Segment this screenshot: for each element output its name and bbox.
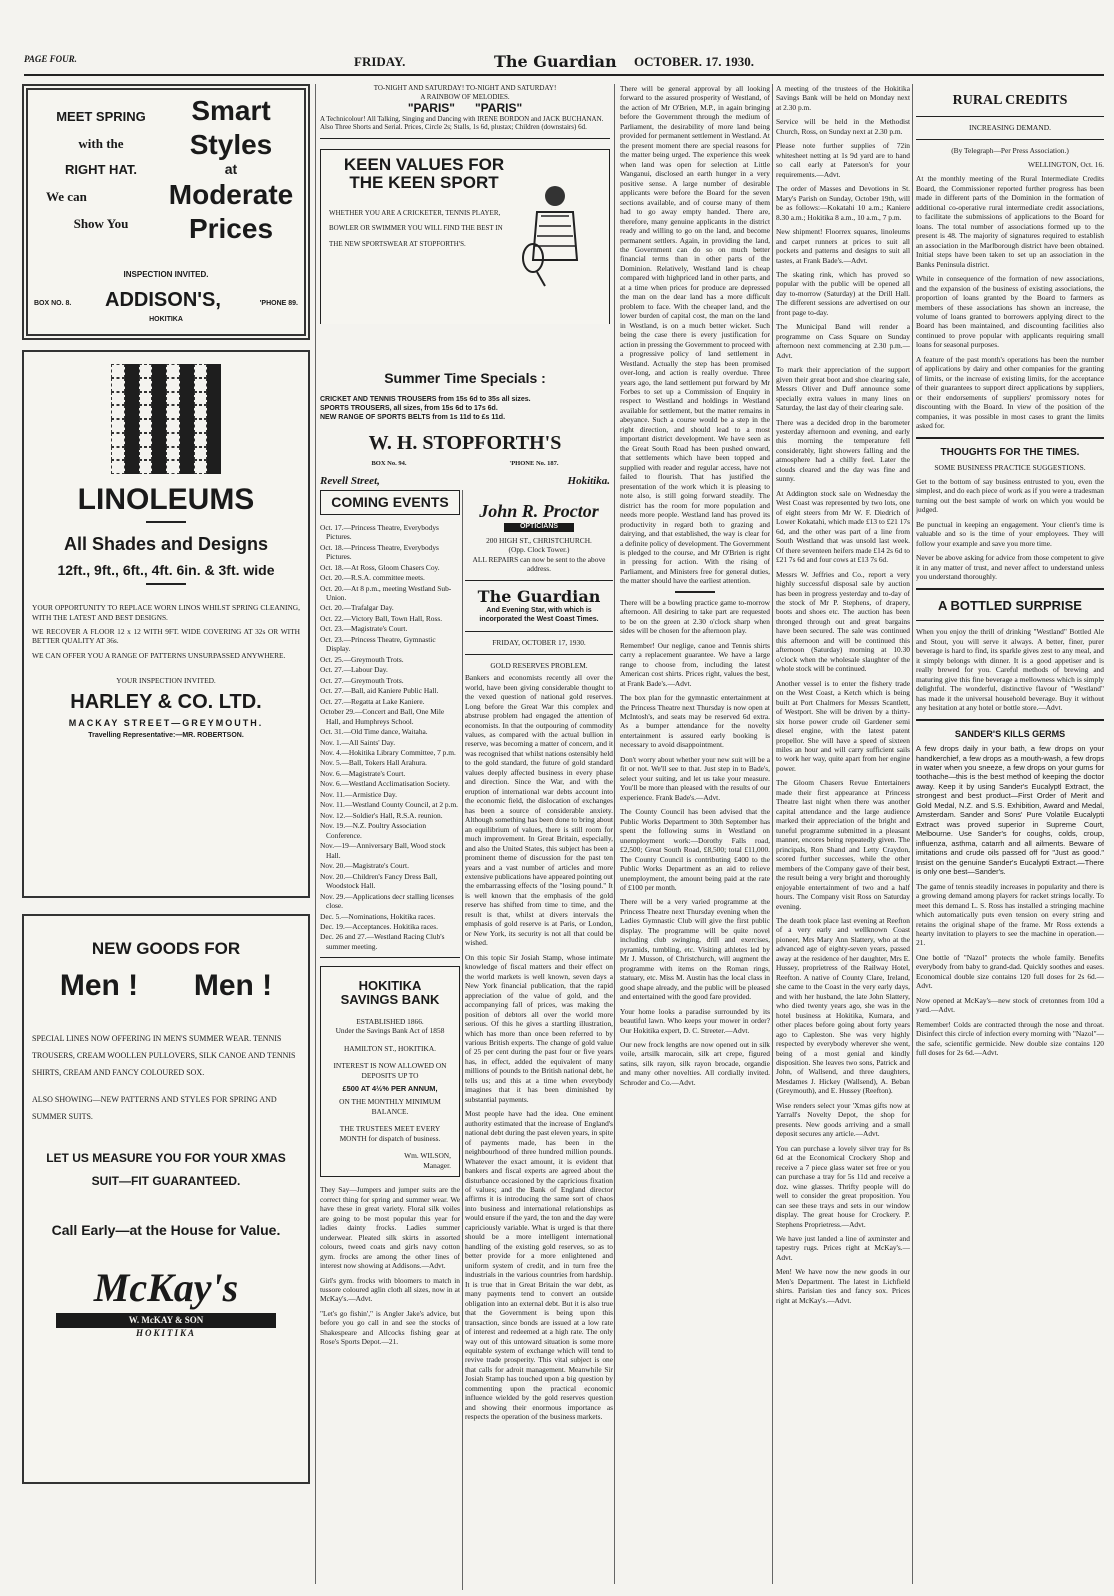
event-item: October 29.—Concert and Ball, One Mile Hall, and Humphreys School. — [320, 707, 445, 726]
bank-trustees: THE TRUSTEES MEET EVERY MONTH for dispatch of business. — [339, 1124, 441, 1143]
addison-name: ADDISON'S, — [105, 289, 221, 311]
bowling-note: There will be a bowling practice game to-morrow afternoon. All desiring to take part are requested to be on the green at 2.30 o'clock sharp when sides will be chosen for the afternoon play. — [620, 597, 770, 636]
bank-t2: SAVINGS BANK — [340, 992, 440, 1008]
methodist-note: Service will be held in the Methodist Church, Ross, on Sunday next at 2.30 p.m. — [776, 117, 910, 136]
addison-r2: Styles — [189, 128, 273, 160]
event-item: Nov. 6.—Westland Acclimatisation Society. — [320, 779, 450, 789]
stopforth-box: BOX No. 94. — [371, 459, 407, 467]
event-item: Nov. 20.—Children's Fancy Dress Ball, Woodstock Hall. — [320, 871, 438, 891]
event-item: Nov. 29.—Applications decr stalling licenses close. — [320, 891, 454, 911]
band-note: The Municipal Band will render a programme on Cass Square on Sunday afternoon next commencing at 2.30 p.m.—Advt. — [776, 322, 910, 360]
event-item: Oct. 27.—Labour Day. — [320, 665, 388, 675]
masthead-date: FRIDAY, OCTOBER 17, 1930. — [492, 638, 586, 648]
rural-sub: INCREASING DEMAND. — [968, 122, 1052, 132]
events-list — [320, 523, 460, 952]
harley-ad — [22, 350, 310, 898]
column-1 — [22, 84, 310, 1492]
stopforth-specials-title: Summer Time Specials : — [384, 370, 546, 386]
event-item: Oct. 17.—Princess Theatre, Everybodys Pictures. — [320, 522, 439, 542]
mckay-logo-town: HOKITIKA — [135, 1328, 196, 1339]
stopforth-s1: CRICKET AND TENNIS TROUSERS from 15s 6d to 35s all sizes. — [320, 395, 531, 403]
mckay-p4: Call Early—at the House for Value. — [51, 1221, 281, 1238]
cretonnes-note: Now opened at McKay's—new stock of cretonnes from 10d a yard.—Advt. — [916, 995, 1104, 1015]
linoleum-pattern-icon — [111, 364, 221, 474]
mckay-h3: Men ! — [193, 968, 273, 1002]
stopforth-town: Hokitika. — [567, 474, 610, 487]
harley-p1: YOUR OPPORTUNITY TO REPLACE WORN LINOS WHILST SPRING CLEANING, WITH THE LATEST AND BEST DESIGNS. — [32, 603, 300, 622]
addison-r1: Smart — [191, 95, 271, 126]
event-item: Dec. 19.—Acceptances. Hokitika races. — [320, 921, 438, 931]
addison-l5: Show You — [73, 215, 129, 231]
note-gym-frocks: Girl's gym. frocks with bloomers to match in tussore coloured aglin cloth all sizes, now in at McKay's.—Advt. — [320, 1275, 460, 1304]
event-item: Oct. 20.—At 8 p.m., meeting Westland Sub-Union. — [320, 583, 452, 602]
paris-stopforth-block — [320, 84, 610, 324]
oliver-duff-note: To mark their appreciation of the support given their great boot and shoe clearing sale, Messrs Oliver and Duff announce some specially extra values in many lines on Saturday, the last day of their clearing sale. — [776, 365, 910, 413]
rural-p1: At the monthly meeting of the Rural Intermediate Credits Board, the Commissioner reported further progress has been made in different parts of the Dominion in the formation of additional co-operative rural intermediate credit associations, to facilitate the submissions of applications to the Board for loans. The total number of associations formed up to the present is 48. The majority of signatures required to establish an association in the Marlborough district have been obtained. Initial steps have been taken to set up an association in the Banks Peninsula district. — [916, 174, 1104, 269]
note-they-say: They Say—Jumpers and jumper suits are the correct thing for spring and summer wear. We have these in great variety. Floral silk voiles are going to be most popular this year for ladies dainty frocks. Ladies summer underwear. Pleated silk skirts in assorted colours, tweed coats and girls navy cotton gym. frocks are among the other lines of interest now showing at Addisons.—Advt. — [320, 1185, 460, 1271]
proctor-logo: John R. Proctor — [479, 501, 599, 521]
proctor-address: 200 HIGH ST., CHRISTCHURCH. — [486, 535, 592, 545]
column-4 — [776, 84, 910, 1584]
silver-tray-note: You can purchase a lovely silver tray for 8s 6d at the Economical Crockery Shop and receive a 7 piece glass water set free or you can purchase a tray for 5s 11d and receive a doz. wine glasses. Thrifty people will do well to consider the great proposition. You can see these trays and sets in our window display. The great house for Crockery. P. Stephens Proprietress.—Advt. — [776, 1143, 910, 1229]
harley-address: MACKAY STREET—GREYMOUTH. — [68, 717, 264, 728]
thoughts-sub: SOME BUSINESS PRACTICE SUGGESTIONS. — [934, 463, 1086, 473]
bank-balance: ON THE MONTHLY MINIMUM BALANCE. — [339, 1097, 441, 1116]
editorial-p1: Bankers and economists recently all over the world, have been giving considerable thought to the vexed question of national gold reserves. Long before the Great War this complex and abstruse problem had engaged the attention of economists. In that the outpouring of commodity values, as compared with the actual bullion in reserve, was becoming a matter of concern, and it was recognised that whilst nations ostensibly held to the gold standard, the future of gold standard values deeply affected business in every phase and direction. Since the War, and with the eruption of international war debts account into the economic field, the dislocation of exchanges has been a source of considerable anxiety. Although something has been done to bring about an equilibrium of values, there is still room for much improvement. In Great Britain, especially, and also the United States, this subject has been a prominent theme of discussion for the past ten years and a vast number of articles and more extensive publications have appeared pointing out the embarrassing effects of the "losing pound." It is well known that the emphasis of the gold reserve has shifted from time to time, and the result is that, whilst at divers intervals the emphasis of gold reserve is at Paris, or London, or New York, its security is not all that could be wished. — [465, 673, 613, 948]
addison-r5: Prices — [188, 212, 274, 244]
mckay-h2: Men ! — [59, 968, 139, 1002]
editorial-title: GOLD RESERVES PROBLEM. — [490, 660, 588, 670]
addison-town: HOKITIKA — [149, 316, 183, 323]
stopforth-heading: KEEN VALUES FOR THE KEEN SPORT — [343, 155, 505, 193]
bank-rate: £500 AT 4½% PER ANNUM, — [342, 1084, 438, 1093]
yarrall-note: Wise renders select your 'Xmas gifts now at Yarrall's Novelty Depot, the shop for presents. New goods arriving and a small deposit secures any article.—Advt. — [776, 1100, 910, 1139]
bank-manager-title: Manager. — [423, 1160, 451, 1170]
stopforth-phone: 'PHONE No. 187. — [509, 459, 559, 467]
mower: Your home looks a paradise surrounded by its beautiful lawn. Who keeps your mower in order? Our Hokitika expert, D. C. Streeter.—Advt. — [620, 1006, 770, 1035]
header-day: FRIDAY. — [354, 54, 406, 69]
bottled-title: A BOTTLED SURPRISE — [938, 597, 1082, 613]
bank-interest: INTEREST IS NOW ALLOWED ON DEPOSITS UP TO — [333, 1061, 447, 1080]
addison-l1: MEET SPRING — [56, 109, 146, 124]
harley-line2: 12ft., 9ft., 6ft., 4ft. 6in. & 3ft. wide — [57, 562, 275, 579]
harley-name: HARLEY & CO. LTD. — [70, 690, 262, 713]
paris-l1: TO-NIGHT AND SATURDAY! TO-NIGHT AND SATURDAY! — [373, 84, 557, 92]
rural-p3: A feature of the past month's operations has been the number of applications by dairy and other companies for the granting of limits, or the increase of existing limits, for the acceptance of their guarantees to support direct applications by suppliers, or their endorsements of suppliers' promissory notes for discounting with the Board. In view of the position of the companies, it was possible in most cases to grant the limits asked for. — [916, 354, 1104, 431]
events-title: COMING EVENTS — [331, 494, 449, 510]
stopforth-ad — [320, 149, 610, 324]
addison-l3: RIGHT HAT. — [65, 162, 137, 178]
addison-inspection: INSPECTION INVITED. — [123, 270, 209, 279]
savings-bank-ad — [320, 966, 460, 1177]
stopforth-name: W. H. STOPFORTH'S — [368, 431, 562, 454]
event-item: Oct. 27.—Ball, aid Kaniere Public Hall. — [320, 686, 439, 696]
harley-p3: WE CAN OFFER YOU A RANGE OF PATTERNS UNSURPASSED ANYWHERE. — [32, 650, 286, 660]
colds-note: Remember! Colds are contracted through the nose and throat. Disinfect this circle of infection every morning with "Nazol"—the safe, scientific germicide. New double size contains 120 full doses for 2s 6d.—Advt. — [916, 1019, 1104, 1058]
addison-l4: We can — [46, 188, 87, 204]
obituary-note: The death took place last evening at Reefton of a very early and wellknown Coast pioneer, Mrs Mary Ann Slattery, who at the advanced age of eighty-seven years, passed away at the residence of her daughter, Mrs E. Hussey, proprietress of the Railway Hotel, Reefton. A native of County Clare, Ireland, she came to the Coast in the very early days, and with her husband, the late John Slattery, who died twenty years ago, she was in the hotel business at Hokitika, Kumara, and other places before going about forty years ago to Capleston. She was very highly respected by everybody wherever she went, being of a most genial and kindly disposition. She leaves two sons, Patrick and John, of Wallsend, and three daughters, Mesdames J. Hickey (Wallsend), A. Beban (Greymouth), and E. Hussey (Reefton). — [776, 915, 910, 1096]
bade-shirts: Remember! Our neglige, canoe and Tennis shirts carry a replacement guarantee. We have a large range to choose from, including the latest American cost shirts. Prices right, values the best, at Frank Bade's.—Advt. — [620, 640, 770, 688]
trustees-note: A meeting of the trustees of the Hokitika Savings Bank will be held on Monday next at 2.30 p.m. — [776, 84, 910, 112]
ketch-note: Another vessel is to enter the fishery trade on the West Coast, a Ketch which is being built at Port Chalmers for Messrs Scantlett, of Westport. She will be driven by a thirty-six horse power crude oil Gardener semi diesel engine, with the latest patent propellor. She will have a speed of sixteen miles an hour and will carry sufficient sails to work her way, quite apart from her engine power. — [776, 678, 910, 773]
event-item: Nov. 6.—Magistrate's Court. — [320, 768, 406, 778]
event-item: Nov. 11.—Armistice Day. — [320, 789, 397, 799]
event-item: Oct. 23.—Princess Theatre, Gymnastic Display. — [320, 634, 436, 654]
harley-title: LINOLEUMS — [77, 483, 255, 516]
sanders-title: SANDER'S KILLS GERMS — [954, 728, 1066, 739]
column-5 — [916, 84, 1104, 1584]
event-item: Nov. 5.—Ball, Tokers Hall Arahura. — [320, 758, 427, 768]
bank-manager: Wm. WILSON, — [404, 1151, 451, 1161]
mckay-logo-firm: W. McKAY & SON — [56, 1313, 276, 1329]
mckay-logo: McKay's — [93, 1264, 239, 1310]
addison-ad — [22, 84, 310, 340]
masthead-sub: And Evening Star, with which is incorporated the West Coast Times. — [479, 607, 599, 624]
rural-byline: (By Telegraph—Per Press Association.) — [951, 145, 1069, 155]
mckay-ad — [22, 914, 310, 1484]
bottled-p1: When you enjoy the thrill of drinking "Westland" Bottled Ale and Stout, you will serve it always. A better, finer, purer beverage is hard to find, its sparkle gives zest to any meal, and it simply belongs with dinner. It is a good appetiser and is really brewed for you. Careful methods of brewing and maturing give this fine beverage a mellowness which is simply delightful. The wonderful, distinctive flavour of "Westland" has made it the universal household beverage. Buy it without any hesitation at any hotel or bottle store.—Advt. — [916, 627, 1104, 713]
event-item: Nov.—19—Anniversary Ball, Wood stock Hall. — [320, 841, 446, 860]
rugs-note: We have just landed a line of axminster and tapestry rugs. Prices right at McKay's.—Advt. — [776, 1233, 910, 1262]
column-2 — [320, 490, 460, 1590]
event-item: Nov. 11.—Westland County Council, at 2 p.m. — [320, 800, 459, 810]
event-item: Oct. 27.—Greymouth Trots. — [320, 675, 404, 685]
stopforth-body: WHETHER YOU ARE A CRICKETER, TENNIS PLAYER, BOWLER OR SWIMMER YOU WILL FIND THE BEST IN THE NEW SPORTSWEAR AT STOPFORTH'S. — [329, 209, 503, 248]
event-item: Nov. 4.—Hokitika Library Committee, 7 p.m. — [320, 748, 456, 757]
weather-note: There was a decided drop in the barometer yesterday afternoon and evening, and early this morning the temperature fell considerably, light showers falling and the atmosphere had a chilly feel. Later the clouds cleared and the day was fine and sunny. — [776, 417, 910, 484]
event-item: Dec. 5.—Nominations, Hokitika races. — [320, 911, 436, 921]
header-date: OCTOBER. 17. 1930. — [634, 54, 755, 69]
mckay-p2: ALSO SHOWING—NEW PATTERNS AND STYLES FOR SPRING AND SUMMER SUITS. — [32, 1094, 277, 1121]
addison-r4: Moderate — [168, 178, 294, 210]
event-item: Oct. 31.—Old Time dance, Waitaha. — [320, 727, 428, 737]
floorrex-note: New shipment! Floorrex squares, linoleums and carpet runners at prices to suit all pockets and patterns and designs to suit all tastes, at Frank Bade's.—Advt. — [776, 227, 910, 265]
page-header — [24, 52, 1104, 76]
bank-address: HAMILTON ST., HOKITIKA. — [343, 1043, 437, 1053]
thoughts-p1: Get to the bottom of say business entrusted to you, even the simplest, and do each piece of work as if you were a tradesman turning out the best sample of work on which you would be judged. — [916, 477, 1104, 515]
paris-l2: A RAINBOW OF MELODIES. — [420, 92, 510, 101]
proctor-repairs: ALL REPAIRS can now be sent to the above address. — [472, 554, 606, 574]
stopforth-s3: NEW RANGE OF SPORTS BELTS from 1s 11d to £s 11d. — [320, 413, 506, 421]
rural-p2: While in consequence of the formation of new associations, and the expansion of the business of existing associations, the proportion of loans granted by the Board to farmers as members of these associations has shown an increase, the volume of loans granted to borrowers applying direct to the Board has been maintained, and discounting facilities also continued to prove popular with applicants requiring small loans for seasonal purposes. — [916, 274, 1104, 350]
addison-phone: 'PHONE 89. — [259, 300, 298, 307]
coming-events-box — [320, 490, 460, 515]
jeffries-note: Messrs W. Jeffries and Co., report a very highly successful disposal sale by auction has been in progress yesterday and to-day of the stock of Mr P. Stephens, of drapery, boots and shoes etc. The auction has been thronged through out and great bargains have been secured. The sale was continued this afternoon and will be continued this afternoon (Saturday) morning at 10.30 o'clock when the wholesale slaughter of the whole stock will be continued. — [776, 569, 910, 674]
addison-box: BOX NO. 8. — [34, 300, 72, 307]
rural-title: RURAL CREDITS — [952, 93, 1068, 108]
proctor-sub: OPTICIANS — [504, 523, 574, 532]
paterson-note: Please note further supplies of 72in whitesheet netting at 1s 9d yard are to hand so call early at Paterson's for your requirements.—Advt. — [776, 141, 910, 179]
mckay-p1: SPECIAL LINES NOW OFFERING IN MEN'S SUMMER WEAR. TENNIS TROUSERS, CREAM WOOLLEN PULLOVERS, SILK CANOE AND TENNIS SHIRTS, CREAM AND FANCY COLOURED SOX. — [32, 1034, 296, 1077]
event-item: Nov. 12.—Soldier's Hall, R.S.A. reunion. — [320, 810, 443, 820]
addison-r3: at — [224, 161, 238, 178]
masses-note: The order of Masses and Devotions in St. Mary's Parish on Sunday, October 19th, will be as follows:—Kokatahi 10 a.m.; Kaniere 8.30 a.m.; Hokitika 8 a.m., 10 a.m., 7 p.m. — [776, 184, 910, 222]
gloom-chasers-note: The Gloom Chasers Revue Entertainers made their first appearance at Princess Theatre last night when there was another capital attendance and the large audience marked their appreciation of the bright and tuneful programme submitted in a pleasant manner, encores being repeatedly given. The principals, Ron Shand and Letty Craydon, scored further successes, while the other members of the Company gave of their best, the result being a very bright and thoroughly enjoyable entertainment of two and a half hours. The Company visit Ross on Saturday evening. — [776, 778, 910, 911]
bade-suit: Don't worry about whether your new suit will be a fit or not. We'll see to that. Just step in to Bade's, select your suiting, and let us take your measure. You'll be more than pleased with the results of our experience. Frank Bade's.—Advt. — [620, 754, 770, 802]
harley-rep: Travelling Representative:—MR. ROBERTSON. — [88, 732, 244, 740]
county-council: The County Council has been advised that the Public Works Department to 30th September has spent the following sums in Westland on unemployment work:—Dorothy Falls road, £2,500; Great South Road, £8,500; total £11,000. The County Council is contributing £400 to the Public Works Department as an aid to relieve unemployment, the amount being paid at the rate of £100 per month. — [620, 807, 770, 892]
event-item: Oct. 27.—Regatta at Lake Kaniere. — [320, 696, 425, 706]
editorial-p4: There will be general approval by all looking forward to the assured prosperity of Westland, of the action of Mr O'Brien, M.P., in again bringing before the Government through the medium of Parliament, the desirability of more land being provided for permanent settlement in Westland. At the present moment there are special reasons for the matter being urged. The experience this week when land was open for selection at Little Wanganui, disclosed an earth hunger in a very positive sense. A large number of desirable applicants were before the Board for the seven sections available, and of course many of them had to go away empty handed. There are, therefore, many genuine applicants in the district ready and willing to go on the land, and become permanent settlers. Again, in providing the land, the Government can do so on much better financial terms than in other parts of the Dominion. Relatively, Westland land is cheap compared with highpriced land in other parts, and at a time when prices for produce are depressed the man on the dear land has a more difficult problem to face. With the cheaper land, and the lower burden of capital cost, the man on the land in Westland, is on a much better wicket. Such being the case there is every justification for action in pressing the Government to proceed with a progressive policy of land settlement in Westland. Actually the step has been promised over-long, and action is really overdue. Three years ago, the land settlement put forward by Mr Forbes to set up a Commission of Enquiry in respect to Westland and holdings in Westland available for settlement, but the matter remains in abeyance. Such a course would be a step in the right direction, and should lead to a most important district development. We have seen as the Great South Road has been pushed onward, that settlements which have been topped and supplied with reader and regular access, have not failed to flourish. That has justified the presentation of the work which it is pleasing to note also, is still going forward steadily. The district has the room for more population and needs more people. Westland land has proved its productivity in regard both to grazing and dairying, and that established, the way is clear for a definite policy of development. The Government is pledged to the course, and Mr O'Brien is right in pressing for action. With the rising of Parliament, and Ministers free for general duties, the matter should have the earliest attention. — [620, 84, 770, 586]
paris-title: "PARIS" "PARIS" — [407, 100, 523, 115]
box-plan: The box plan for the gymnastic entertainment at the Princess Theatre next Thursday is now open at McIntosh's, and seats may be reserved 6d extra. As a bumper attendance for the novelty entertainment is assured early booking is necessary to avoid disappointment. — [620, 693, 770, 750]
column-3b — [620, 84, 770, 1584]
editorial-p3: Most people have had the idea. One eminent authority estimated that the increase of England's national debt during the past eleven years, in spite of payments made, has been in the neighbourhood of three hundred million pounds. Whatever the exact amount, it is evident that bankers and fiscal experts are agreed about the disturbance occasioned by the capricious fixation of values; and the Bank of England director affirms it is introducing the same sort of chaos into business and international relationships as would ensure if the yard, the ton and the day were capriciously variable. What is urged is that there should be a more intelligent international handling of the existing gold reserves, so as to better provide for a more enlightened and uniform system of credit, and in turn free the industrials in the various countries from hardship. It is true that in Great Britain the war debt, as many payments tend to convert an outside obligation into an external debt. But it is also true that the Government is being upon this transaction, since bonds are issued at a low rate of interest and redeemed at a high rate. The only way out of this untoward situation is some more equitable system of exchange which will tend to revive trade prosperity. This vital subject is one that calls for adroit management. Meanwhile Sir Josiah Stamp has touched upon a big question by commenting upon the practical economic influence wielded by the gold reserves question and showing their enormous importance as respects the operation of the business markets. — [465, 1109, 613, 1422]
event-item: Oct. 22.—Victory Ball, Town Hall, Ross. — [320, 613, 443, 623]
thoughts-p3: Never be above asking for advice from those competent to give it in any matter of trust, and never affect to understand unless you understand thoroughly. — [916, 553, 1104, 582]
event-item: Nov. 19.—N.Z. Poultry Association Conference. — [320, 821, 427, 840]
frocks: Our new frock lengths are now opened out in silk voile, artsilk marocain, silk art crepe, figured satins, silk rayon, silk rayon brocade, organdie and many other novelties. All cordially invited. Schroder and Co.—Advt. — [620, 1040, 770, 1087]
mens-dept-note: Men! We have now the new goods in our Men's Department. The latest in Lichfield shirts. Parisian ties and fancy sox. Prices right at McKay's.—Advt. — [776, 1267, 910, 1305]
column-3 — [465, 500, 613, 1590]
bank-t1: HOKITIKA — [358, 978, 422, 994]
page-number: PAGE FOUR. — [24, 54, 77, 64]
tennis-player-icon — [515, 180, 595, 290]
tennis-strings-note: The game of tennis steadily increases in popularity and there is a growing demand among players for racket strings locally. To meet this demand L. S. Ross has installed a stringing machine which automatically puts even tension on every string and retains the original shape of the frame. Mr Ross extends a hearty invitation to players to see the machine in operation.—21. — [916, 881, 1104, 948]
mckay-p3: LET US MEASURE YOU FOR YOUR XMAS SUIT—FIT GUARANTEED. — [46, 1151, 286, 1189]
rural-dateline: WELLINGTON, Oct. 16. — [1027, 159, 1104, 169]
gymnastic: There will be a very varied programme at the Princess Theatre next Thursday evening when the Ladies Gymnastic Club will give the first public display. The programme will be quite novel including club swinging, drill and exercises, pyramids, tumbling, etc. Visiting athletes led by Mr J. Musson, of Christchurch, will augment the programme with items on the Roman rings, statuary, etc. Miss M. Austin has the local class in good shape already, and the public will be pleased and entertained with the good fare provided. — [620, 897, 770, 1002]
thoughts-p2: Be punctual in keeping an engagement. Your client's time is valuable and so is the time of your employees. They will follow your example and save you more time. — [916, 519, 1104, 548]
addington-note: At Addington stock sale on Wednesday the West Coast was represented by two lots, one of eight steers from Mr W. F. Diedrich of Lower Kokatahi, which made £13 to £21 17s 6d, and the other was part of a line from South Westland that was unsold last week. Of there seventeen heifers made £14 2s 6d to £21 7s 6d and four cows at £13 7s 6d. — [776, 488, 910, 565]
sanders-p1: A few drops daily in your bath, a few drops on your handkerchief, a few drops as a mouth-wash, a few drops in water when you sneeze, a few drops on your gums for toothache—this is the best method of keeping the doctor away. Keep it by using Sander's Eucalyptl Extract, the strongest and best product—First Order of Merit and Gold Medal, N.Z. and S.S. Exhibition, Award and Medal, Amsterdam. Sander and Sons' Pure Volatile Eucalypti Extract was proved superior in Supreme Court, Melbourne. Use Sander's for coughs, colds, croup, influenza, asthma, catarrh and all ailments. Beware of imitations and crude oils passed off for "Just as good." Insist on the genuine Sander's Eucalypti Extract.—There is only one best—Sander's. — [916, 744, 1104, 877]
nazol-note: One bottle of "Nazol" protects the whole family. Benefits everybody from baby to grand-dad. Quickly soothes and eases. Economical double size contains 120 full doses for 2s 6d.—Advt. — [916, 952, 1104, 991]
editorial-p2: On this topic Sir Josiah Stamp, whose intimate knowledge of fiscal matters and their effect on the world markets is well known, seven days a New York financial publication, that the rapid appreciation of the value of gold, and the accompanying fall of prices, was making the position of debtors all over the world more serious. Of this he gives a startling illustration, which has more than once been referred to by various British experts. The change of gold value of 25 per cent during the past four or five years has, in effect, added the equivalent of many millions of pounds to the British national debt, he tells us; and this at a time when everybody imagines that it has been diminished by substantial payments. — [465, 952, 613, 1104]
stopforth-s2: SPORTS TROUSERS, all sizes, from 15s 6d to 17s 6d. — [320, 404, 498, 412]
stopforth-street: Revell Street, — [320, 474, 380, 487]
event-item: Oct. 20.—R.S.A. committee meets. — [320, 573, 425, 583]
bank-act: Under the Savings Bank Act of 1858 — [335, 1026, 445, 1036]
event-item: Oct. 25.—Greymouth Trots. — [320, 654, 404, 664]
event-item: Nov. 1.—All Saints' Day. — [320, 737, 396, 747]
harley-inspection: YOUR INSPECTION INVITED. — [116, 676, 216, 686]
harley-p2: WE RECOVER A FLOOR 12 x 12 WITH 9FT. WIDE COVERING AT 32s OR WITH BETTER QUALITY AT 36s. — [32, 627, 300, 646]
bank-est: ESTABLISHED 1866. — [356, 1016, 424, 1026]
thoughts-title: THOUGHTS FOR THE TIMES. — [940, 446, 1080, 458]
masthead-name: The Guardian — [477, 586, 601, 606]
event-item: Oct. 23.—Magistrate's Court. — [320, 624, 408, 634]
addison-l2: with the — [78, 135, 124, 151]
event-item: Nov. 20.—Magistrate's Court. — [320, 861, 409, 871]
event-item: Oct. 18.—Princess Theatre, Everybodys Pictures. — [320, 542, 439, 562]
header-masthead: The Guardian — [494, 52, 617, 71]
event-item: Oct. 18.—At Ross, Gloom Chasers Coy. — [320, 562, 440, 572]
note-fishing: "Let's go fishin'," is Angler Jake's advice, but before you go call in and see the stocks of Shakespeare and Allcocks fishing gear at Rose's Sports Depot.—21. — [320, 1308, 460, 1347]
skating-note: The skating rink, which has proved so popular with the public will be opened all day to-morrow (Saturday) at the Drill Hall. The different sessions are advertised on our front page to-day. — [776, 269, 910, 317]
paris-body: A Technicolour! All Talking, Singing and Dancing with IRENE BORDON and JACK BUCHANAN. Also Three Shorts and Serial. Prices, Circle 2s; Stalls, 1s 6d, plustax; Children (downstairs) 6d. — [320, 114, 604, 132]
harley-line1: All Shades and Designs — [63, 533, 269, 554]
event-item: Dec. 26 and 27.—Westland Racing Club's summer meeting. — [320, 932, 445, 951]
mckay-h1: NEW GOODS FOR — [91, 939, 241, 958]
proctor-opp: (Opp. Clock Tower.) — [508, 545, 570, 555]
event-item: Oct. 20.—Trafalgar Day. — [320, 603, 394, 613]
